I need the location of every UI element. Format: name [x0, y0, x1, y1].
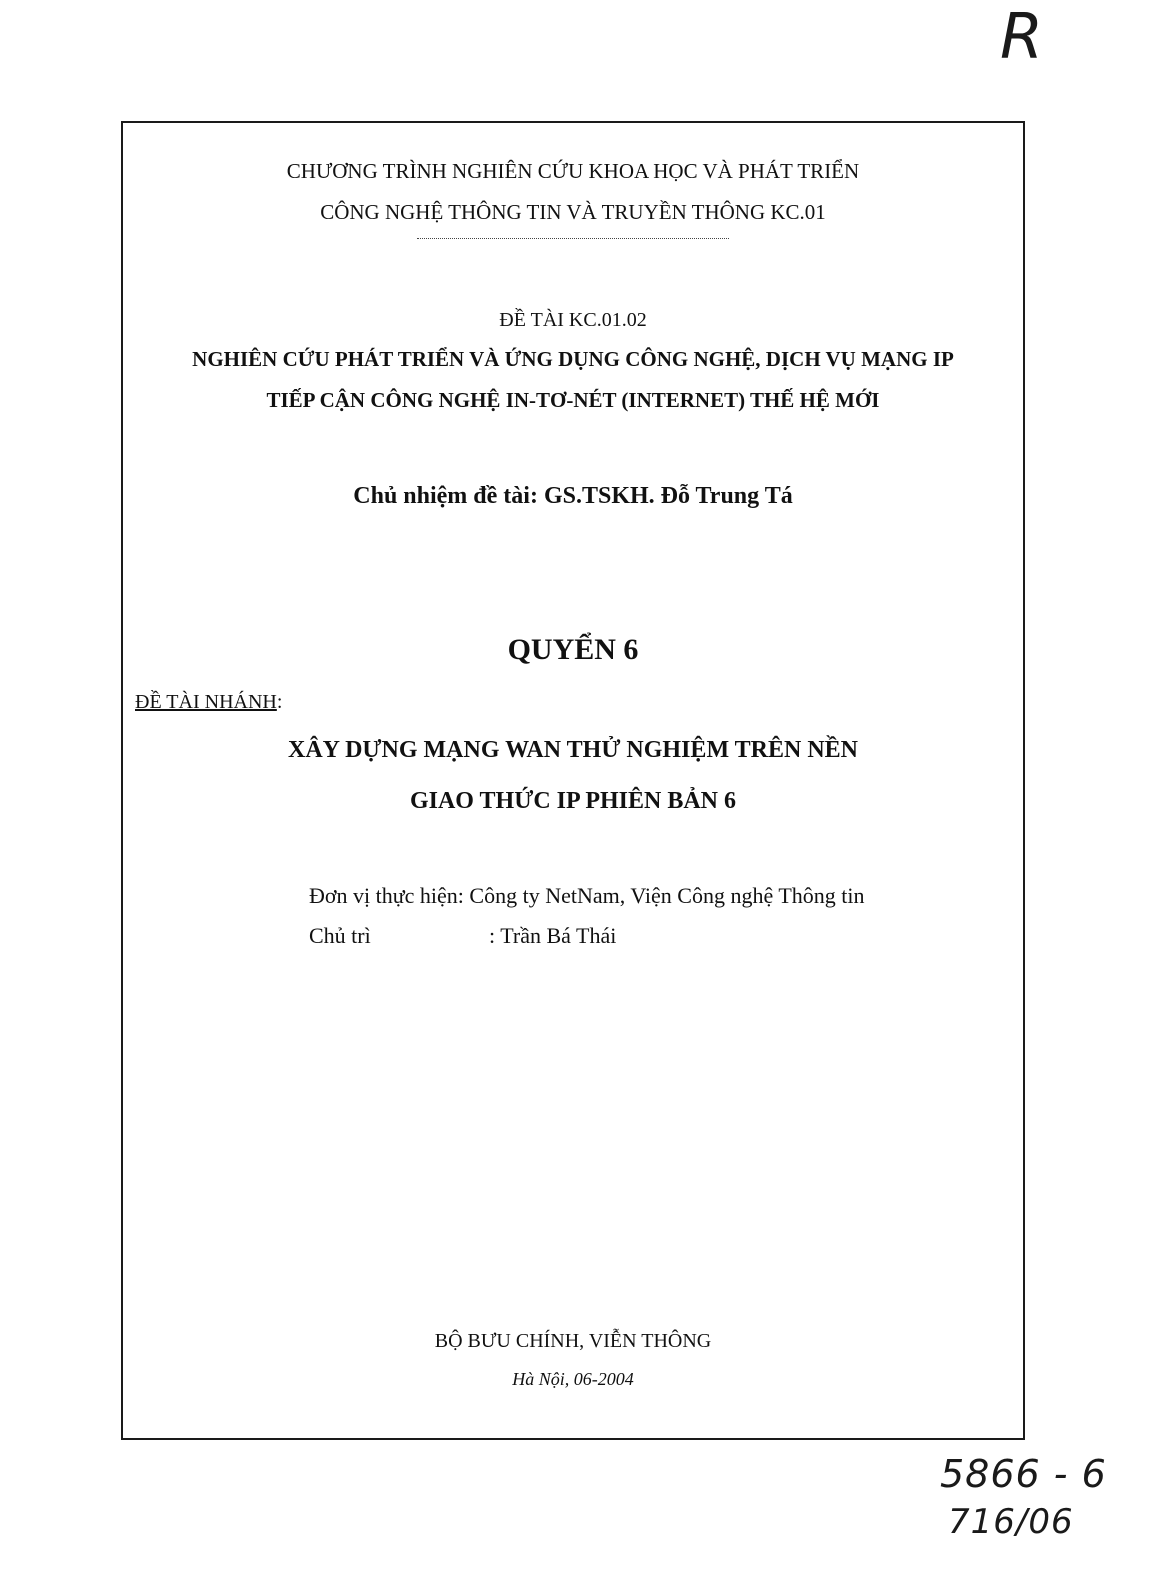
executing-unit: Đơn vị thực hiện: Công ty NetNam, Viện Công nghệ Thông tin — [309, 883, 865, 908]
branch-label-colon: : — [276, 691, 283, 713]
topic-title-line-2: TIẾP CẬN CÔNG NGHỆ IN-TƠ-NÉT (INTERNET) THẾ HỆ MỚI — [266, 388, 880, 412]
topic-code: ĐỀ TÀI KC.01.02 — [499, 309, 647, 331]
handwritten-mark: R — [1000, 0, 1044, 73]
director-row — [309, 923, 616, 949]
place-date: Hà Nội, 06-2004 — [512, 1369, 634, 1389]
volume-title: QUYỂN 6 — [507, 633, 639, 666]
handwritten-number-2: 716/06 — [948, 1502, 1074, 1542]
program-line-2: CÔNG NGHỆ THÔNG TIN VÀ TRUYỀN THÔNG KC.01 — [320, 200, 826, 224]
director-value: : Trần Bá Thái — [489, 923, 617, 948]
ministry: BỘ BƯU CHÍNH, VIỄN THÔNG — [434, 1330, 712, 1352]
branch-label-text: ĐỀ TÀI NHÁNH — [135, 691, 277, 713]
branch-title-line-2: GIAO THỨC IP PHIÊN BẢN 6 — [409, 788, 737, 814]
topic-title-line-1: NGHIÊN CỨU PHÁT TRIỂN VÀ ỨNG DỤNG CÔNG NGHỆ, DỊCH VỤ MẠNG IP — [192, 347, 954, 371]
branch-title-line-1: XÂY DỰNG MẠNG WAN THỬ NGHIỆM TRÊN NỀN — [287, 737, 859, 763]
cover-frame — [121, 121, 1025, 1440]
project-leader: Chủ nhiệm đề tài: GS.TSKH. Đỗ Trung Tá — [353, 483, 793, 509]
dotted-divider — [417, 238, 729, 239]
director-label: Chủ trì — [309, 923, 371, 948]
branch-label — [135, 691, 282, 714]
handwritten-number-1: 5866 - 6 — [940, 1452, 1107, 1496]
program-line-1: CHƯƠNG TRÌNH NGHIÊN CỨU KHOA HỌC VÀ PHÁT TRIỂN — [286, 159, 860, 183]
